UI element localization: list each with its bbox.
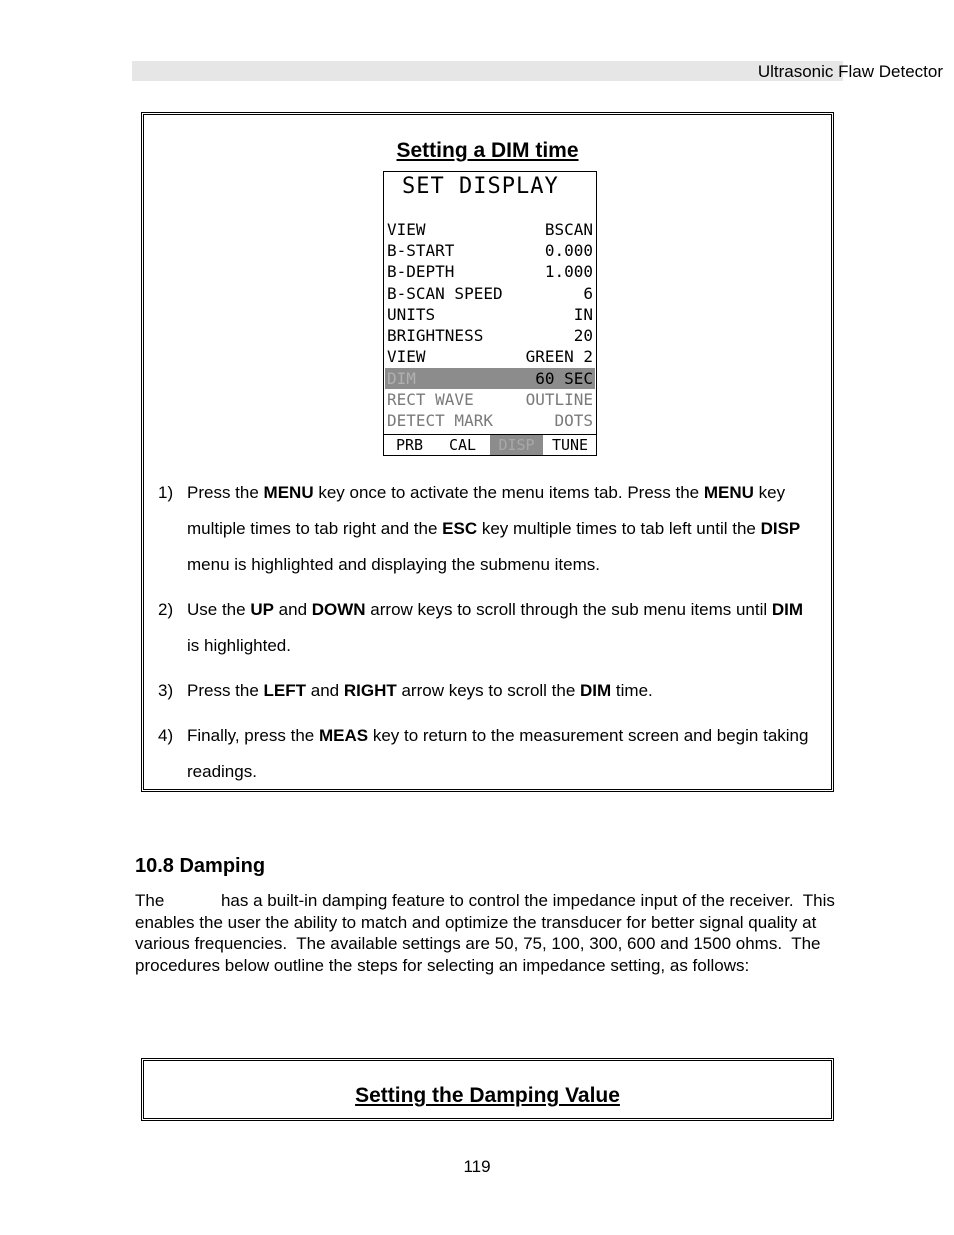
menu-row-label: DETECT MARK [387,411,493,430]
menu-row-value: IN [573,305,593,324]
step-number: 3) [158,681,174,700]
key-name: UP [250,600,274,619]
tab-cal: CAL [448,436,477,454]
tab-tune: TUNE [551,436,589,454]
step-item [158,592,818,664]
menu-row-value: 20 [573,326,593,345]
key-name: DIM [771,600,804,619]
key-name: MENU [263,483,314,502]
menu-row-value: 1.000 [544,262,593,281]
key-name: DIM [580,681,612,700]
menu-row-b-scan-speed [385,283,595,304]
section-heading: 10.8 Damping [135,855,266,877]
damping-value-box [141,1058,834,1121]
steps-list [158,475,818,799]
device-screen [383,171,597,456]
menu-row-label: UNITS [387,305,436,324]
menu-row-value: DOTS [554,411,593,430]
menu-row-label: BRIGHTNESS [387,326,484,345]
menu-row-units [385,304,595,325]
page-number: 119 [463,1157,491,1176]
step-text: Press the LEFT and RIGHT arrow keys to scroll the DIM time. [187,681,653,700]
menu-row-label: VIEW [387,220,426,239]
step-number: 1) [158,483,174,502]
menu-row-label: B-START [387,241,455,260]
step-text: Finally, press the MEAS key to return to the measurement screen and begin taking readings. [187,726,809,781]
key-name: ESC [442,519,478,538]
key-name: MENU [703,483,754,502]
menu-row-label: DIM [387,369,416,388]
menu-row-rect-wave [385,389,595,410]
menu-row-label: RECT WAVE [387,390,474,409]
dim-time-box-title: Setting a DIM time [396,139,579,162]
menu-row-view-color [385,346,595,367]
menu-row-b-depth [385,261,595,282]
menu-row-value: 60 SEC [535,369,593,388]
menu-row-detect-mark [385,410,595,431]
damping-value-box-title: Setting the Damping Value [355,1084,620,1107]
key-name: DISP [760,519,801,538]
step-number: 4) [158,726,174,745]
damping-paragraph: The has a built-in damping feature to control the impedance input of the receiver. This enables the user the ability to match and optimize the transducer for better signal quality at various frequencies. The available settings are 50, 75, 100, 300, 600 and 1500 ohms. The procedures below outline the steps for selecting an impedance setting, as follows: [135,891,840,975]
key-name: RIGHT [343,681,397,700]
step-item [158,673,818,709]
menu-row-value: GREEN 2 [525,347,593,366]
step-text: Use the UP and DOWN arrow keys to scroll through the sub menu items until DIM is highlighted. [187,600,804,655]
screen-title: SET DISPLAY [402,174,559,199]
menu-row-label: VIEW [387,347,426,366]
step-number: 2) [158,600,174,619]
header-bar [132,61,843,81]
menu-row-b-start [385,240,595,261]
header-title: Ultrasonic Flaw Detector [757,62,943,81]
menu-row-label: B-DEPTH [387,262,455,281]
tab-disp-active: DISP [490,435,543,455]
tab-prb: PRB [395,436,424,454]
menu-row-value: OUTLINE [525,390,593,409]
key-name: MEAS [318,726,369,745]
menu-row-dim-selected [385,368,595,389]
dim-time-box [141,112,834,792]
menu-row-value: 6 [583,284,593,303]
menu-row-brightness [385,325,595,346]
step-item [158,718,818,790]
menu-row-value: BSCAN [544,220,593,239]
menu-row-value: 0.000 [544,241,593,260]
key-name: LEFT [263,681,307,700]
step-text: Press the MENU key once to activate the menu items tab. Press the MENU key multiple times to tab right and the ESC key multiple times to tab left until the DISP menu is highlighted and displaying the submenu items. [187,483,801,574]
menu-row-label: B-SCAN SPEED [387,284,503,303]
screen-tabs [384,434,596,455]
key-name: DOWN [311,600,366,619]
menu-row-view [385,219,595,240]
step-item [158,475,818,583]
